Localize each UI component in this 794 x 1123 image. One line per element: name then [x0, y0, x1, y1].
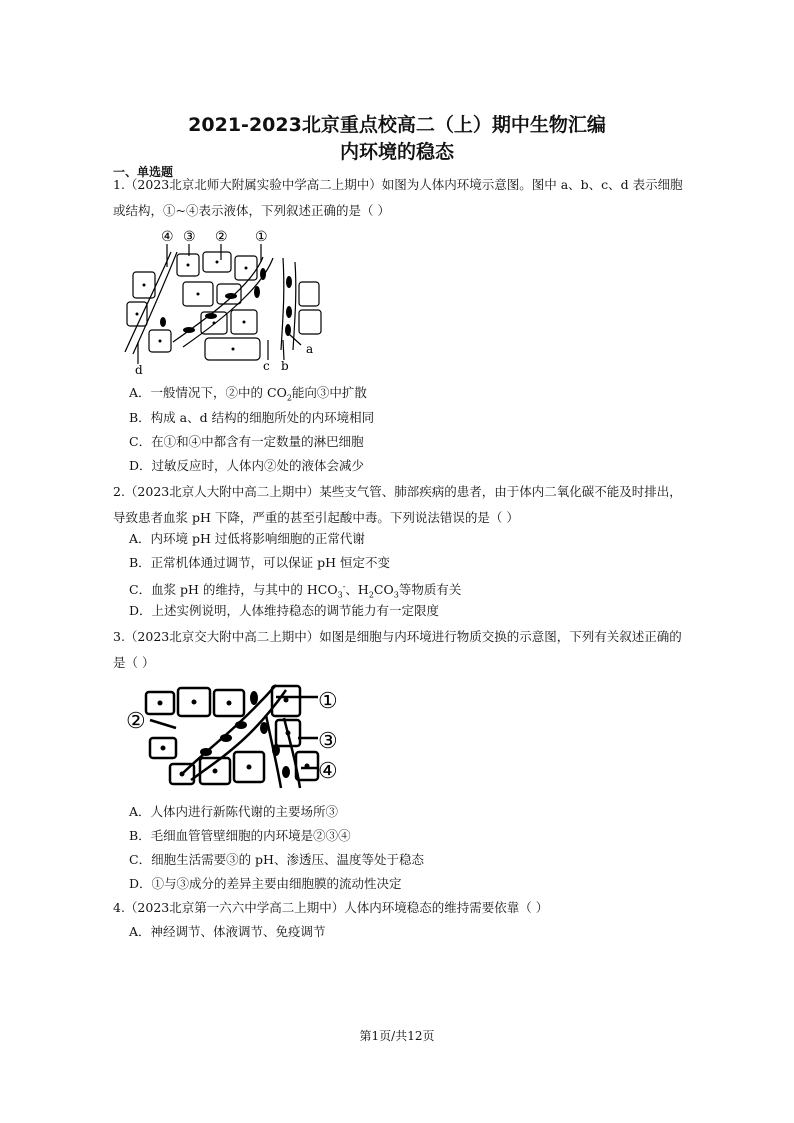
q1-option-b[interactable]: B．构成 a、d 结构的细胞所处的内环境相同 — [129, 410, 375, 425]
fig1-label-c: c — [263, 359, 270, 373]
q2-option-c[interactable]: C．血浆 pH 的维持，与其中的 $HCO_3^-$、$H_2CO_3$等物质有关 — [129, 582, 462, 600]
q4-option-a[interactable]: A．神经调节、体液调节、免疫调节 — [129, 924, 326, 939]
figure-internal-environment-1 — [113, 222, 328, 378]
question-3-stem: 3.（2023北京交大附中高二上期中）如图是细胞与内环境进行物质交换的示意图，下列有关叙述正确的是（ ） — [113, 629, 682, 670]
q1-option-c[interactable]: C．在①和④中都含有一定数量的淋巴细胞 — [129, 434, 364, 449]
fig3-label-3: ③ — [318, 729, 338, 754]
q1-option-a[interactable]: A．一般情况下，②中的 $CO_2$能向③中扩散 — [129, 385, 367, 403]
fig3-label-2: ② — [126, 709, 146, 734]
q1-option-d[interactable]: D．过敏反应时，人体内②处的液体会减少 — [129, 458, 365, 473]
page-subtitle: 内环境的稳态 — [339, 141, 454, 163]
figure-cell-exchange-3 — [126, 680, 350, 792]
fig1-label-b: b — [281, 359, 289, 373]
q2-option-d[interactable]: D．上述实例说明，人体维持稳态的调节能力有一定限度 — [129, 603, 440, 618]
page-title: 2021-2023北京重点校高二（上）期中生物汇编 — [188, 114, 606, 136]
question-1-stem: 1.（2023北京北师大附属实验中学高二上期中）如图为人体内环境示意图。图中 a、b、c、d 表示细胞或结构，①~④表示液体，下列叙述正确的是（ ） — [113, 177, 683, 218]
fig1-label-4: ④ — [161, 229, 174, 245]
fig3-label-1: ① — [318, 689, 338, 714]
question-4-stem: 4.（2023北京第一六六中学高二上期中）人体内环境稳态的维持需要依靠（ ） — [113, 900, 549, 915]
q3-option-a[interactable]: A．人体内进行新陈代谢的主要场所③ — [129, 804, 339, 819]
q2-option-a[interactable]: A．内环境 pH 过低将影响细胞的正常代谢 — [129, 531, 365, 546]
q2-option-b[interactable]: B．正常机体通过调节，可以保证 pH 恒定不变 — [129, 555, 391, 570]
section-heading: 一、单选题 — [113, 165, 174, 179]
q3-option-b[interactable]: B．毛细血管管壁细胞的内环境是②③④ — [129, 828, 351, 843]
fig1-label-2: ② — [215, 229, 228, 245]
q3-option-c[interactable]: C．细胞生活需要③的 pH、渗透压、温度等处于稳态 — [129, 852, 424, 867]
q3-option-d[interactable]: D．①与③成分的差异主要由细胞膜的流动性决定 — [129, 876, 402, 891]
fig3-label-4: ④ — [318, 759, 338, 784]
fig1-label-3: ③ — [183, 229, 196, 245]
fig1-label-1: ① — [255, 229, 268, 245]
page-footer: 第1页/共12页 — [359, 1029, 435, 1043]
fig1-label-a: a — [306, 342, 314, 356]
fig1-label-d: d — [135, 363, 143, 377]
question-2-stem: 2.（2023北京人大附中高二上期中）某些支气管、肺部疾病的患者，由于体内二氧化碳不能及时排出，导致患者血浆 pH 下降，严重的甚至引起酸中毒。下列说法错误的是（ ） — [113, 484, 682, 525]
